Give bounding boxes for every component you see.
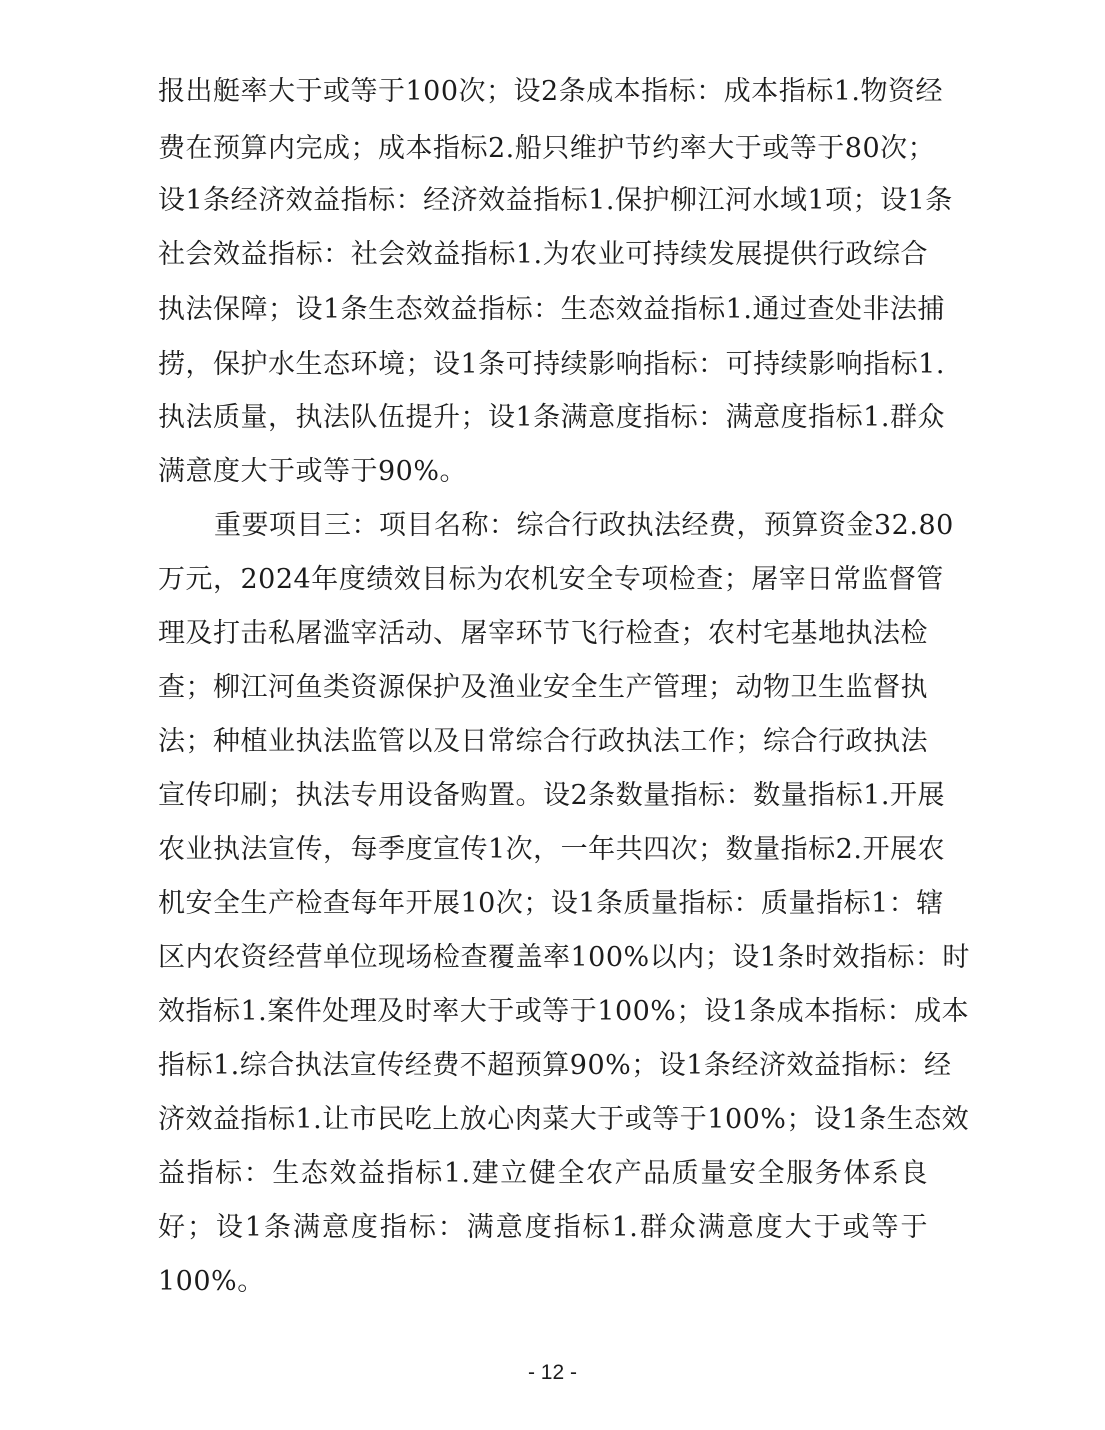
text-line: 益指标：生态效益指标1.建立健全农产品质量安全服务体系良 (158, 1158, 928, 1189)
text-line: 理及打击私屠滥宰活动、屠宰环节飞行检查；农村宅基地执法检 (158, 618, 928, 649)
text-line: 社会效益指标：社会效益指标1.为农业可持续发展提供行政综合 (158, 239, 928, 270)
text-line: 宣传印刷；执法专用设备购置。设2条数量指标：数量指标1.开展 (158, 780, 945, 811)
text-line: 济效益指标1.让市民吃上放心肉菜大于或等于100%；设1条生态效 (158, 1104, 970, 1135)
page-number: - 12 - (527, 1361, 577, 1384)
text-line: 好；设1条满意度指标：满意度指标1.群众满意度大于或等于 (158, 1212, 928, 1243)
text-line: 机安全生产检查每年开展10次；设1条质量指标：质量指标1：辖 (158, 888, 944, 919)
text-line: 费在预算内完成；成本指标2.船只维护节约率大于或等于80次； (158, 133, 936, 164)
text-line: 执法质量，执法队伍提升；设1条满意度指标：满意度指标1.群众 (158, 402, 945, 433)
text-line: 设1条经济效益指标：经济效益指标1.保护柳江河水域1项；设1条 (158, 185, 953, 216)
text-line: 效指标1.案件处理及时率大于或等于100%；设1条成本指标：成本 (158, 996, 970, 1027)
text-line: 执法保障；设1条生态效益指标：生态效益指标1.通过查处非法捕 (158, 294, 945, 325)
text-line: 100%。 (158, 1266, 265, 1297)
text-line: 区内农资经营单位现场检查覆盖率100%以内；设1条时效指标：时 (158, 942, 970, 973)
text-line: 查；柳江河鱼类资源保护及渔业安全生产管理；动物卫生监督执 (158, 672, 928, 703)
text-line: 报出艇率大于或等于100次；设2条成本指标：成本指标1.物资经 (158, 76, 943, 107)
text-line: 法；种植业执法监管以及日常综合行政执法工作；综合行政执法 (158, 726, 928, 757)
paragraph-first-line: 重要项目三：项目名称：综合行政执法经费，预算资金32.80 (214, 510, 954, 541)
text-line: 指标1.综合执法宣传经费不超预算90%；设1条经济效益指标：经 (158, 1050, 952, 1081)
text-line: 捞，保护水生态环境；设1条可持续影响指标：可持续影响指标1. (158, 349, 945, 380)
text-line: 满意度大于或等于90%。 (158, 456, 468, 487)
text-line: 农业执法宣传，每季度宣传1次，一年共四次；数量指标2.开展农 (158, 834, 945, 865)
text-line: 万元，2024年度绩效目标为农机安全专项检查；屠宰日常监督管 (158, 564, 944, 595)
